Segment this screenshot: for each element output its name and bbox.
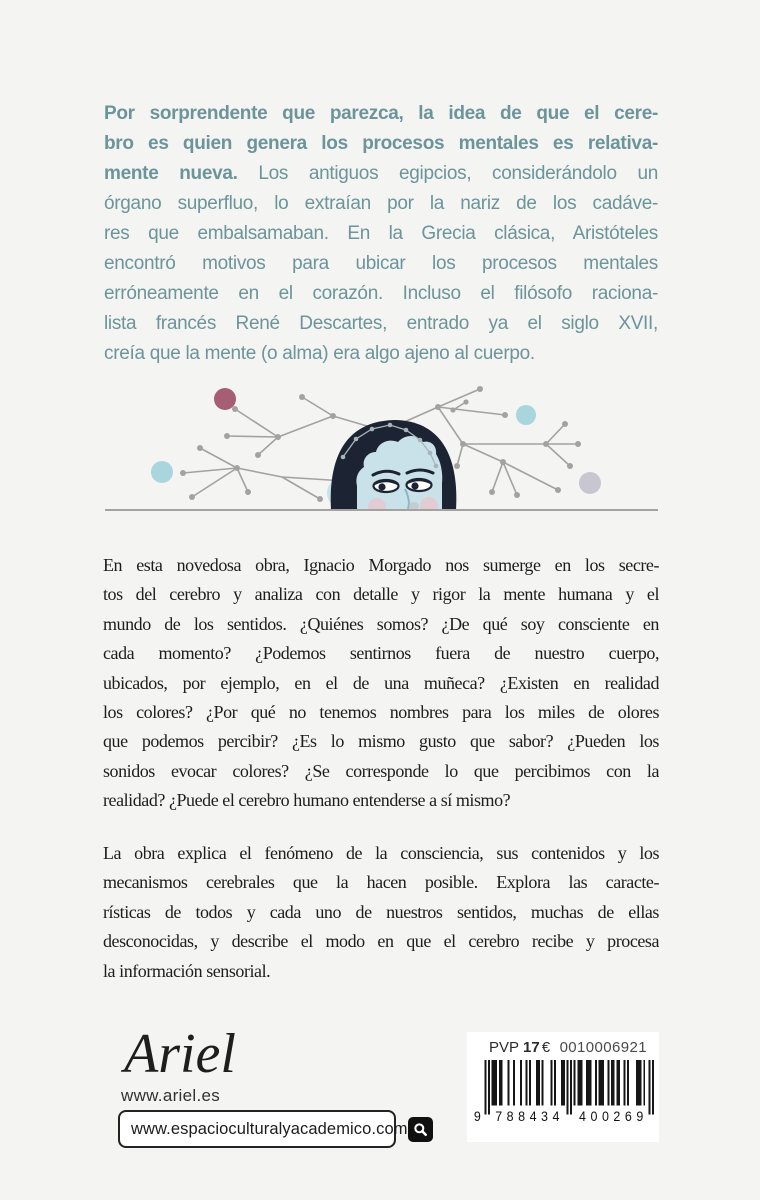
portal-url: www.espacioculturalyacademico.com (131, 1119, 408, 1138)
right-cheek (420, 497, 438, 515)
text-line: órgano superfluo, lo extraían por la nariz de los cadáve- (104, 193, 658, 214)
description-paragraph-2 (103, 839, 659, 986)
text-line: realidad? ¿Puede el cerebro humano entenderse a sí mismo? (103, 790, 511, 811)
isbn-digit-first: 9 (473, 1108, 481, 1122)
product-code: 0010006921 (559, 1039, 647, 1056)
teal-dot-left (151, 461, 173, 483)
search-icon[interactable] (408, 1117, 433, 1142)
text-line: rísticas de todos y cada uno de nuestros sentidos, muchas de ellas (103, 901, 659, 922)
text-line: mecanismos cerebrales que la hacen posible. Explora las caracte- (103, 872, 659, 893)
text-line: que podemos percibir? ¿Es lo mismo gusto que sabor? ¿Pueden los (103, 731, 659, 752)
brain-illustration (100, 383, 660, 515)
text-line: sonidos evocar colores? ¿Se corresponde lo que percibimos con la (103, 760, 659, 781)
peeking-head (327, 420, 456, 515)
publisher-url: www.ariel.es (121, 1086, 221, 1105)
text-line: la información sensorial. (103, 960, 271, 981)
barcode-bars (484, 1060, 654, 1114)
nose-shadow (409, 502, 419, 510)
text-line: los colores? ¿Por qué no tenemos nombres para los miles de olores (103, 701, 659, 722)
intro-paragraph (104, 99, 658, 369)
isbn-digits-left: 788434 (495, 1108, 560, 1122)
publisher-logo: Ariel (124, 1023, 236, 1085)
isbn-digits-right: 400269 (579, 1108, 644, 1122)
text-line: lista francés René Descartes, entrado ya el siglo XVII, (104, 313, 658, 334)
text-line: mente nueva. Los antiguos egipcios, considerándolo un (104, 163, 658, 184)
text-line: tos del cerebro y analiza con detalle y rigor la mente humana y el (103, 584, 659, 605)
teal-dot-right (516, 405, 536, 425)
text-line: En esta novedosa obra, Ignacio Morgado nos sumerge en los secre- (103, 555, 659, 575)
text-line: cada momento? ¿Podemos sentirnos fuera de nuestro cuerpo, (103, 643, 659, 664)
neural-nodes-right (435, 386, 581, 498)
text-line: creía que la mente (o alma) era algo ajeno al cuerpo. (104, 343, 535, 364)
text-line: bro es quien genera los procesos mentales es relativa- (104, 133, 658, 154)
plum-dot (214, 388, 236, 410)
text-line: encontró motivos para ubicar los procesos mentales (104, 253, 658, 274)
text-line: mundo de los sentidos. ¿Quiénes somos? ¿De qué soy consciente en (103, 613, 659, 634)
text-line: desconocidas, y describe el modo en que el cerebro recibe y procesa (103, 931, 659, 952)
gray-dot (579, 472, 601, 494)
left-eye (374, 480, 399, 492)
text-line: Por sorprendente que parezca, la idea de que el cere- (104, 103, 658, 124)
ean-barcode (472, 1060, 654, 1122)
text-line: La obra explica el fenómeno de la consciencia, sus contenidos y los (103, 843, 659, 863)
text-line: ubicados, por ejemplo, en el de una muñeca? ¿Existen en realidad (103, 672, 659, 693)
right-eye (407, 479, 432, 491)
description-paragraph-1 (103, 551, 659, 816)
portal-search-box[interactable] (118, 1110, 408, 1148)
text-line: erróneamente en el corazón. Incluso el filósofo raciona- (104, 283, 658, 304)
price: PVP 17 € (489, 1039, 551, 1056)
text-line: res que embalsamaban. En la Grecia clásica, Aristóteles (104, 223, 658, 244)
barcode-panel (467, 1032, 659, 1142)
